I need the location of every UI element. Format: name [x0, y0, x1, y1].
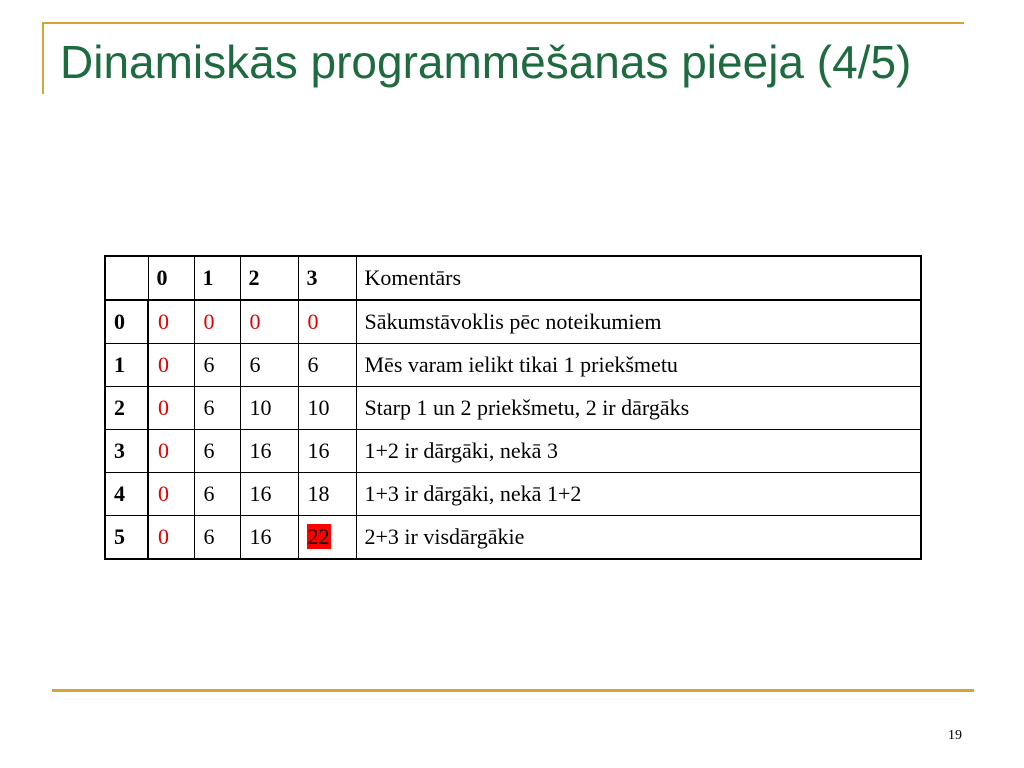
column-header: 1	[194, 256, 240, 300]
cell-value: 0	[158, 438, 169, 463]
table-cell	[194, 473, 240, 516]
cell-value: 16	[249, 524, 272, 549]
table-cell	[148, 300, 194, 344]
cell-value: 16	[249, 438, 272, 463]
comment-cell: 1+2 ir dārgāki, nekā 3	[356, 430, 921, 473]
table-cell	[298, 344, 356, 387]
table-cell	[240, 516, 298, 560]
table-cell	[148, 516, 194, 560]
comment-cell: Mēs varam ielikt tikai 1 priekšmetu	[356, 344, 921, 387]
table-cell	[298, 430, 356, 473]
table-cell	[148, 473, 194, 516]
row-header: 4	[105, 473, 148, 516]
slide-title: Dinamiskās programmēšanas pieeja (4/5)	[60, 36, 912, 88]
table-cell	[148, 344, 194, 387]
column-header: 2	[240, 256, 298, 300]
cell-value: 10	[307, 395, 330, 420]
table-row	[105, 387, 921, 430]
row-header: 0	[105, 300, 148, 344]
comment-cell: 1+3 ir dārgāki, nekā 1+2	[356, 473, 921, 516]
comment-cell: 2+3 ir visdārgākie	[356, 516, 921, 560]
cell-value: 0	[158, 309, 169, 334]
cell-value: 18	[307, 481, 330, 506]
row-header: 1	[105, 344, 148, 387]
row-header: 2	[105, 387, 148, 430]
table-cell	[194, 387, 240, 430]
table-cell	[148, 430, 194, 473]
accent-top-line	[42, 22, 964, 24]
cell-value: 16	[307, 438, 330, 463]
cell-value: 6	[203, 524, 215, 549]
cell-value: 6	[307, 352, 319, 377]
cell-value: 0	[307, 309, 319, 334]
cell-value: 6	[249, 352, 261, 377]
table-row	[105, 430, 921, 473]
cell-value: 6	[203, 352, 215, 377]
cell-value: 0	[158, 352, 169, 377]
cell-value: 6	[203, 481, 215, 506]
row-header: 3	[105, 430, 148, 473]
table-cell	[194, 516, 240, 560]
cell-value: 6	[203, 395, 215, 420]
table-row	[105, 473, 921, 516]
table-cell	[298, 300, 356, 344]
table-body	[105, 300, 921, 559]
header-row	[105, 256, 921, 300]
cell-value: 10	[249, 395, 272, 420]
table-row	[105, 516, 921, 560]
table-cell	[194, 430, 240, 473]
column-header-comment: Komentārs	[356, 256, 921, 300]
table-cell	[240, 300, 298, 344]
dp-table	[104, 255, 922, 560]
page-number: 19	[948, 728, 962, 743]
cell-value: 0	[249, 309, 261, 334]
table-row	[105, 300, 921, 344]
accent-vertical-line	[42, 22, 44, 94]
cell-value: 16	[249, 481, 272, 506]
table-row	[105, 344, 921, 387]
row-header: 5	[105, 516, 148, 560]
table-cell	[240, 344, 298, 387]
table-cell	[194, 344, 240, 387]
table-cell	[148, 387, 194, 430]
table-cell	[298, 473, 356, 516]
column-header: 0	[148, 256, 194, 300]
cell-value: 0	[158, 524, 169, 549]
table-cell	[240, 430, 298, 473]
table-cell	[240, 473, 298, 516]
cell-value: 6	[203, 438, 215, 463]
table-cell	[298, 387, 356, 430]
corner-cell	[105, 256, 148, 300]
cell-value: 0	[158, 481, 169, 506]
comment-cell: Starp 1 un 2 priekšmetu, 2 ir dārgāks	[356, 387, 921, 430]
comment-cell: Sākumstāvoklis pēc noteikumiem	[356, 300, 921, 344]
table-cell	[240, 387, 298, 430]
table-cell	[194, 300, 240, 344]
table-cell	[298, 516, 356, 560]
cell-value: 0	[203, 309, 215, 334]
column-header: 3	[298, 256, 356, 300]
accent-bottom-line	[52, 689, 974, 692]
cell-value: 0	[158, 395, 169, 420]
cell-value: 22	[307, 524, 330, 549]
